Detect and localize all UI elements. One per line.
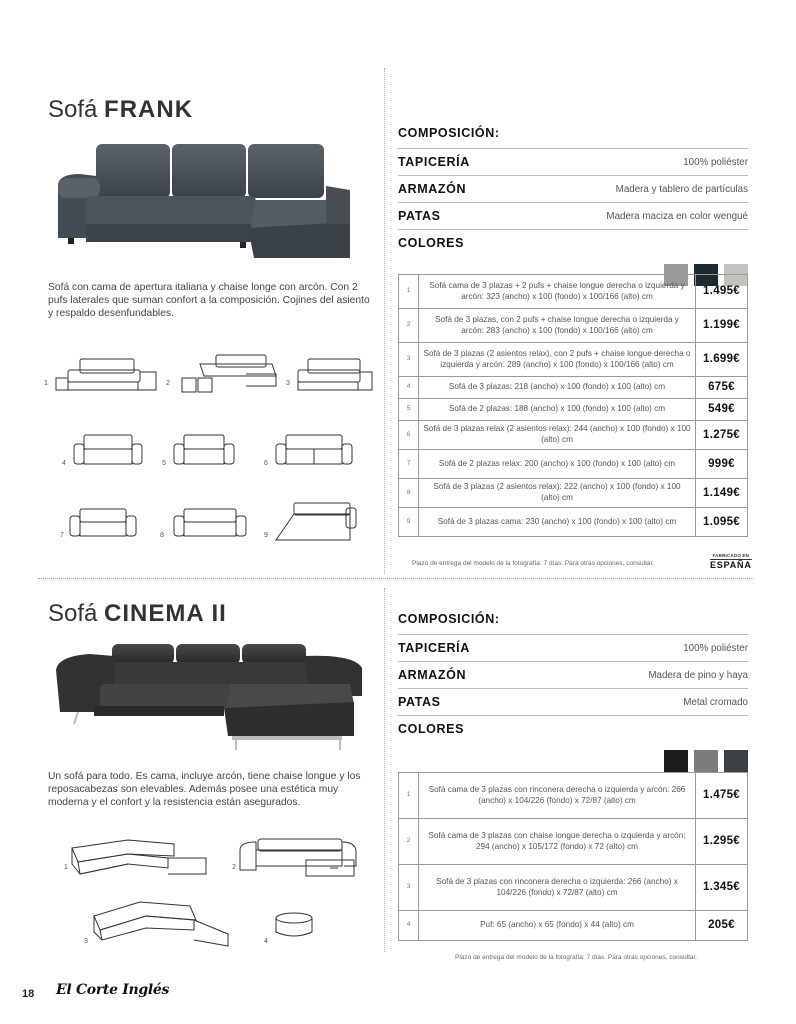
row-price: 549€ [696,399,748,421]
spec-label: PATAS [398,209,441,223]
delivery-note-cinema: Plazo de entrega del modelo de la fotografía: 7 días. Para otras opciones, consultar. [455,954,698,961]
product-description-frank: Sofá con cama de apertura italiana y chaise longe con arcón. Con 2 pufs laterales que suman confort a la composición. Cojines del asiento y respaldo desenfundables. [48,282,370,320]
row-number: 5 [399,399,419,421]
row-price: 1.199€ [696,309,748,343]
table-row [399,865,748,911]
sketch-number: 4 [62,460,66,467]
sketch-3 [294,356,374,394]
row-number: 4 [399,911,419,941]
colors-row [398,716,748,758]
row-description: Sofá de 3 plazas (2 asientos relax): 222 (ancho) x 100 (fondo) x 100 (alto) cm [419,479,696,508]
colors-row [398,230,748,272]
table-row [399,275,748,309]
color-swatch[interactable] [724,750,748,772]
colors-label: COLORES [398,236,465,250]
table-row [399,911,748,941]
title-name: CINEMA II [104,600,227,627]
spec-row-upholstery [398,149,748,176]
row-price: 1.275€ [696,421,748,450]
spec-label: TAPICERÍA [398,155,470,169]
sketch-number: 6 [264,460,268,467]
page-number: 18 [22,988,35,1000]
table-row [399,309,748,343]
product-description-cinema: Un sofá para todo. Es cama, incluye arcón, tiene chaise longue y los reposacabezas son elevables. Además posee una estética muy moderna y el confort y la resistencia están asegurados. [48,771,361,809]
vertical-divider-top [384,68,385,574]
row-price: 1.295€ [696,819,748,865]
table-row [399,377,748,399]
row-number: 6 [399,421,419,450]
color-swatches [664,750,748,772]
table-row [399,819,748,865]
spec-value: Madera y tablero de partículas [615,183,748,195]
sketch-7 [68,506,138,540]
row-number: 2 [399,819,419,865]
spec-label: PATAS [398,695,441,709]
spec-value: Madera de pino y haya [648,669,748,681]
spec-label: ARMAZÓN [398,668,467,682]
row-description: Puf: 65 (ancho) x 65 (fondo) x 44 (alto) cm [419,911,696,941]
sketch-number: 9 [264,532,268,539]
spec-row-upholstery [398,635,748,662]
row-description: Sofá cama de 3 plazas con chaise longue derecha o izquierda y arcón: 294 (ancho) x 105/172 (fondo) x 72 (alto) cm [419,819,696,865]
product-title-cinema [48,600,227,628]
row-number: 9 [399,508,419,537]
table-row [399,450,748,479]
row-price: 1.149€ [696,479,748,508]
sketch-8 [172,506,248,540]
row-number: 1 [399,275,419,309]
row-description: Sofá de 3 plazas relax (2 asientos relax): 244 (ancho) x 100 (fondo) x 100 (alto) cm [419,421,696,450]
row-description: Sofá de 3 plazas: 218 (ancho) x 100 (fondo) x 100 (alto) cm [419,377,696,399]
row-price: 1.345€ [696,865,748,911]
sketch-6 [274,432,354,468]
row-number: 3 [399,865,419,911]
composition-cinema [398,608,748,758]
row-price: 1.495€ [696,275,748,309]
composition-heading: COMPOSICIÓN: [398,608,748,635]
sketch-1 [54,356,158,394]
spec-row-legs [398,689,748,716]
price-table-frank [398,274,748,537]
row-price: 1.699€ [696,343,748,377]
table-row [399,399,748,421]
sketch-number: 8 [160,532,164,539]
row-number: 7 [399,450,419,479]
row-number: 2 [399,309,419,343]
title-prefix: Sofá [48,600,98,627]
color-swatch[interactable] [664,750,688,772]
row-description: Sofá de 3 plazas con rinconera derecha o izquierda: 266 (ancho) x 104/226 (fondo) x 72/87 (alto) cm [419,865,696,911]
sketch-cinema-3 [90,896,234,950]
sketch-number: 3 [84,938,88,945]
table-row [399,421,748,450]
row-description: Sofá de 3 plazas cama: 230 (ancho) x 100 (fondo) x 100 (alto) cm [419,508,696,537]
sketch-number: 4 [264,938,268,945]
product-title-frank [48,96,193,124]
row-description: Sofá de 2 plazas relax: 200 (ancho) x 100 (fondo) x 100 (alto) cm [419,450,696,479]
spec-row-frame [398,662,748,689]
row-price: 1.475€ [696,773,748,819]
sketch-number: 2 [232,864,236,871]
row-price: 205€ [696,911,748,941]
badge-big-text: ESPAÑA [710,560,752,570]
sketch-9 [274,500,358,544]
composition-heading: COMPOSICIÓN: [398,122,748,149]
table-row [399,343,748,377]
row-price: 1.095€ [696,508,748,537]
row-description: Sofá de 3 plazas (2 asientos relax), con 2 pufs + chaise longue derecha o izquierda y arcón: 289 (ancho) x 100 (fondo) x 100/166 (alto) cm [419,343,696,377]
row-description: Sofá cama de 3 plazas con rinconera derecha o izquierda y arcón: 266 (ancho) x 104/226 (fondo) x 72/87 (alto) cm [419,773,696,819]
spec-value: Madera maciza en color wengué [606,210,748,222]
price-table-cinema [398,772,748,941]
row-price: 999€ [696,450,748,479]
row-number: 8 [399,479,419,508]
sketch-cinema-1 [68,834,210,884]
row-price: 675€ [696,377,748,399]
spec-label: TAPICERÍA [398,641,470,655]
color-swatch[interactable] [694,750,718,772]
sofa-cinema-photo [54,640,374,756]
vertical-divider-bottom [384,588,385,952]
sketch-4 [72,432,144,468]
table-row [399,479,748,508]
table-row [399,508,748,537]
title-name: FRANK [104,96,194,123]
badge-small-text: FABRICADO EN [710,553,752,560]
sketch-number: 1 [44,380,48,387]
row-description: Sofá cama de 3 plazas + 2 pufs + chaise longue derecha o izquierda y arcón: 323 (ancho) x 100 (fondo) x 100/166 (alto) cm [419,275,696,309]
sofa-frank-photo [50,140,356,262]
table-row [399,773,748,819]
composition-frank [398,122,748,272]
spec-row-legs [398,203,748,230]
sketch-number: 7 [60,532,64,539]
spec-value: Metal cromado [683,696,748,708]
colors-label: COLORES [398,722,465,736]
sketch-cinema-4 [272,910,316,942]
row-number: 4 [399,377,419,399]
spec-value: 100% poliéster [683,642,748,654]
delivery-note-frank: Plazo de entrega del modelo de la fotografía: 7 días. Para otras opciones, consultar. [412,560,655,567]
spec-label: ARMAZÓN [398,182,467,196]
sketches-cinema [40,826,380,948]
row-number: 3 [399,343,419,377]
section-divider [38,578,754,579]
sketch-number: 2 [166,380,170,387]
sketch-cinema-2 [236,836,360,884]
sketch-2 [176,352,280,396]
sketch-number: 1 [64,864,68,871]
made-in-spain-badge [710,553,752,570]
brand-logo: El Corte Inglés [56,982,170,998]
row-description: Sofá de 2 plazas: 188 (ancho) x 100 (fondo) x 100 (alto) cm [419,399,696,421]
sketches-frank [40,350,380,550]
spec-row-frame [398,176,748,203]
row-description: Sofá de 3 plazas, con 2 pufs + chaise longue derecha o izquierda y arcón: 283 (ancho) x 100 (fondo) x 100/166 (alto) cm [419,309,696,343]
title-prefix: Sofá [48,96,98,123]
sketch-number: 3 [286,380,290,387]
spec-value: 100% poliéster [683,156,748,168]
sketch-5 [172,432,236,468]
row-number: 1 [399,773,419,819]
sketch-number: 5 [162,460,166,467]
